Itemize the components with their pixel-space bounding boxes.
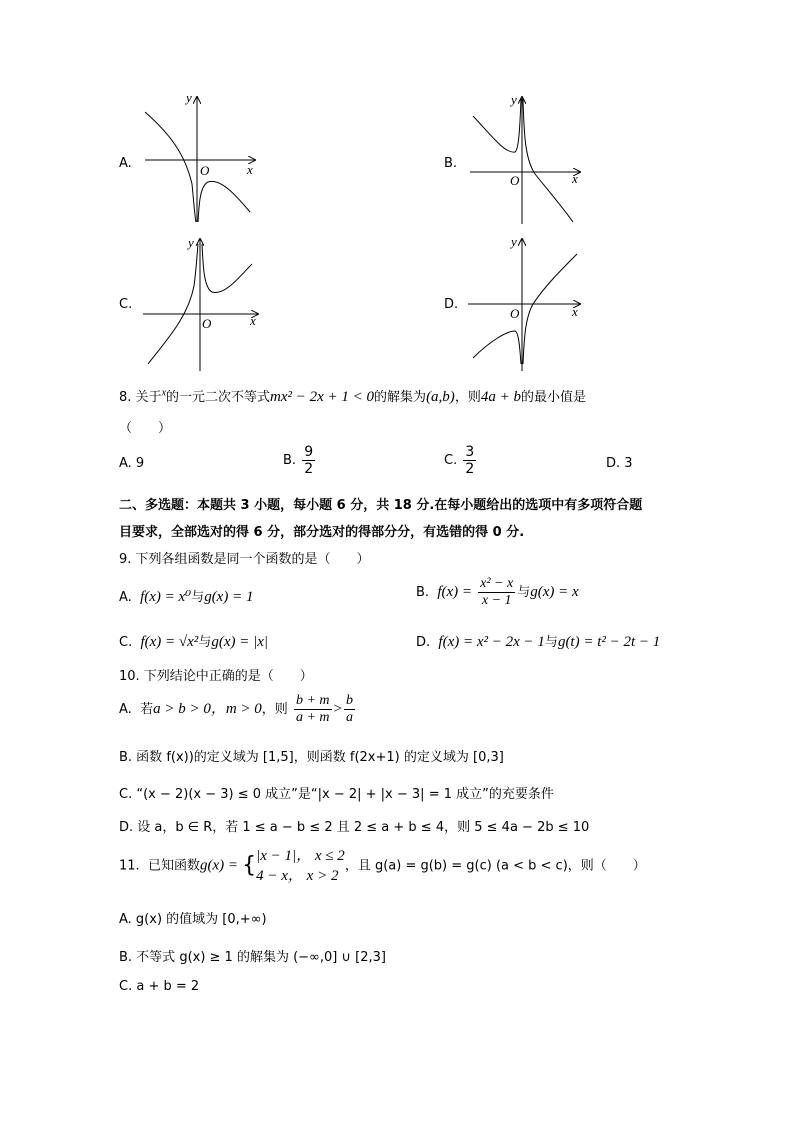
option-d-label: D. xyxy=(444,297,459,312)
origin-label: O xyxy=(202,316,212,331)
option-b-label: B. xyxy=(444,156,458,171)
q9-option-a: A. f(x) = x⁰与g(x) = 1 xyxy=(119,589,254,605)
q8-option-a: A. 9 xyxy=(119,456,145,471)
graph-option-c xyxy=(140,236,265,371)
y-axis-label: y xyxy=(186,90,192,105)
x-axis-label: x xyxy=(250,313,256,328)
q11-option-a: A. g(x) 的值域为 [0,+∞) xyxy=(119,912,267,927)
q11-option-c: C. a + b = 2 xyxy=(119,979,200,994)
origin-label: O xyxy=(510,173,520,188)
question-11-stem: 11. 已知函数g(x) = { |x − 1|， x ≤ 2 4 − x， x > 2 ，且 g(a) = g(b) = g(c) (a < b < c)，则（ ） xyxy=(119,848,646,884)
origin-label: O xyxy=(200,163,210,178)
y-axis-label: y xyxy=(511,234,517,249)
q9-option-c: C. f(x) = √x²与g(x) = |x| xyxy=(119,634,269,650)
q10-option-a: A. 若a > b > 0，m > 0，则 $\frac{b + m}{a + m}$ > $\frac{b}{a}$ xyxy=(119,693,353,725)
origin-label: O xyxy=(510,306,520,321)
q11-option-b: B. 不等式 g(x) ≥ 1 的解集为 (−∞,0] ∪ [2,3] xyxy=(119,950,386,965)
y-axis-label: y xyxy=(511,92,517,107)
graph-option-b xyxy=(465,94,585,224)
q10-option-c: C. “(x − 2)(x − 3) ≤ 0 成立”是“|x − 2| + |x − 3| = 1 成立”的充要条件 xyxy=(119,787,554,802)
x-axis-label: x xyxy=(247,162,253,177)
x-axis-label: x xyxy=(572,304,578,319)
question-8-stem: 8. 关于$^x$的一元二次不等式mx² − 2x + 1 < 0的解集为(a,b)，则4a + b的最小值是 xyxy=(119,387,586,405)
option-c-label: C. xyxy=(119,297,133,312)
question-8-answer-paren: （ ） xyxy=(119,421,172,436)
question-10-stem: 10. 下列结论中正确的是（ ） xyxy=(119,669,313,684)
q10-option-d: D. 设 a，b ∈ R，若 1 ≤ a − b ≤ 2 且 2 ≤ a + b ≤ 4，则 5 ≤ 4a − 2b ≤ 10 xyxy=(119,820,590,835)
q8-option-b: B. $\frac{9}{2}$ xyxy=(283,444,314,477)
q9-option-d: D. f(x) = x² − 2x − 1与g(t) = t² − 2t − 1 xyxy=(416,634,661,650)
option-a-label: A. xyxy=(119,156,132,171)
section-2-instructions-line1: 二、多选题：本题共 3 小题，每小题 6 分，共 18 分.在每小题给出的选项中有多项符合题 xyxy=(119,498,643,513)
q10-option-b: B. 函数 f(x))的定义域为 [1,5]，则函数 f(2x+1) 的定义域为 [0,3] xyxy=(119,750,504,765)
q9-option-b: B. f(x) = $\frac{\text{x² − x}}{x - 1}$ 与g(x) = x xyxy=(416,576,579,608)
q8-option-d: D. 3 xyxy=(606,456,633,471)
section-2-instructions-line2: 目要求，全部选对的得 6 分，部分选对的得部分分，有选错的得 0 分. xyxy=(119,525,525,540)
x-axis-label: x xyxy=(572,171,578,186)
y-axis-label: y xyxy=(188,235,194,250)
graph-option-a xyxy=(140,90,260,224)
q8-option-c: C. $\frac{3}{2}$ xyxy=(444,444,475,477)
question-9-stem: 9. 下列各组函数是同一个函数的是（ ） xyxy=(119,552,370,567)
graph-option-d xyxy=(465,236,585,371)
